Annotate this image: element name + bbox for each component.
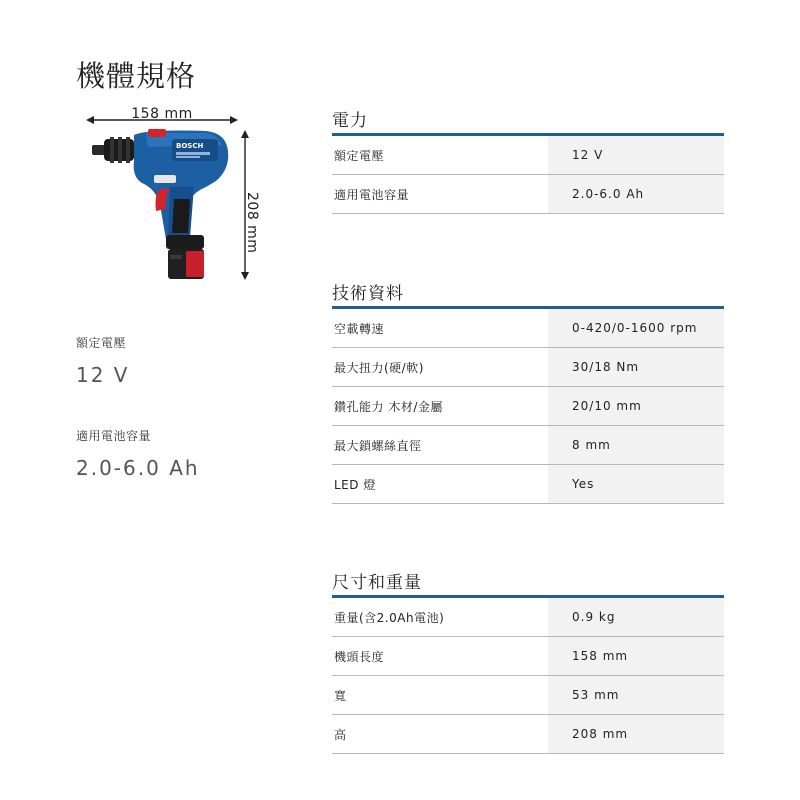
row-label: 寬	[334, 688, 347, 703]
row-value: 0.9 kg	[548, 598, 724, 636]
row-label: 機頭長度	[334, 649, 385, 664]
row-value: 2.0-6.0 Ah	[548, 175, 724, 213]
table-row	[332, 637, 724, 676]
row-value: 12 V	[548, 136, 724, 174]
table-row	[332, 175, 724, 214]
table-row	[332, 426, 724, 465]
section-title: 電力	[332, 111, 368, 131]
row-value: 158 mm	[548, 637, 724, 675]
row-value: 30/18 Nm	[548, 348, 724, 386]
height-dimension-label: 208 mm	[244, 192, 260, 254]
row-label: 適用電池容量	[334, 187, 410, 202]
width-dimension-label: 158 mm	[131, 106, 193, 122]
section-technical-data	[332, 279, 724, 504]
row-label: 最大扭力(硬/軟)	[334, 360, 424, 375]
table-row	[332, 715, 724, 754]
table-row	[332, 465, 724, 504]
row-label: 額定電壓	[334, 148, 385, 163]
row-label: 高	[334, 727, 347, 742]
table-row	[332, 598, 724, 637]
row-value: 208 mm	[548, 715, 724, 753]
row-value: 0-420/0-1600 rpm	[548, 309, 724, 347]
table-row	[332, 676, 724, 715]
page-title: 機體規格	[76, 59, 197, 93]
row-label: 鑽孔能力 木材/金屬	[334, 399, 443, 414]
summary-voltage-value: 12 V	[76, 363, 130, 387]
row-value: 8 mm	[548, 426, 724, 464]
row-label: 最大鎖螺絲直徑	[334, 438, 422, 453]
row-label: 空載轉速	[334, 321, 385, 336]
row-value: Yes	[548, 465, 724, 503]
summary-battery-label: 適用電池容量	[76, 429, 152, 443]
row-label: LED 燈	[334, 477, 376, 492]
summary-voltage	[76, 334, 130, 387]
summary-voltage-label: 額定電壓	[76, 336, 127, 350]
summary-battery-value: 2.0-6.0 Ah	[76, 456, 200, 480]
section-power	[332, 106, 724, 214]
row-value: 53 mm	[548, 676, 724, 714]
table-row	[332, 387, 724, 426]
table-row	[332, 348, 724, 387]
table-row	[332, 136, 724, 175]
section-title: 尺寸和重量	[332, 573, 422, 593]
svg-text:BOSCH: BOSCH	[176, 142, 204, 150]
section-size-weight	[332, 568, 724, 754]
row-value: 20/10 mm	[548, 387, 724, 425]
row-label: 重量(含2.0Ah電池)	[334, 610, 445, 625]
summary-battery	[76, 427, 200, 480]
section-title: 技術資料	[332, 284, 404, 304]
table-row	[332, 309, 724, 348]
drill-product-image	[86, 125, 246, 285]
